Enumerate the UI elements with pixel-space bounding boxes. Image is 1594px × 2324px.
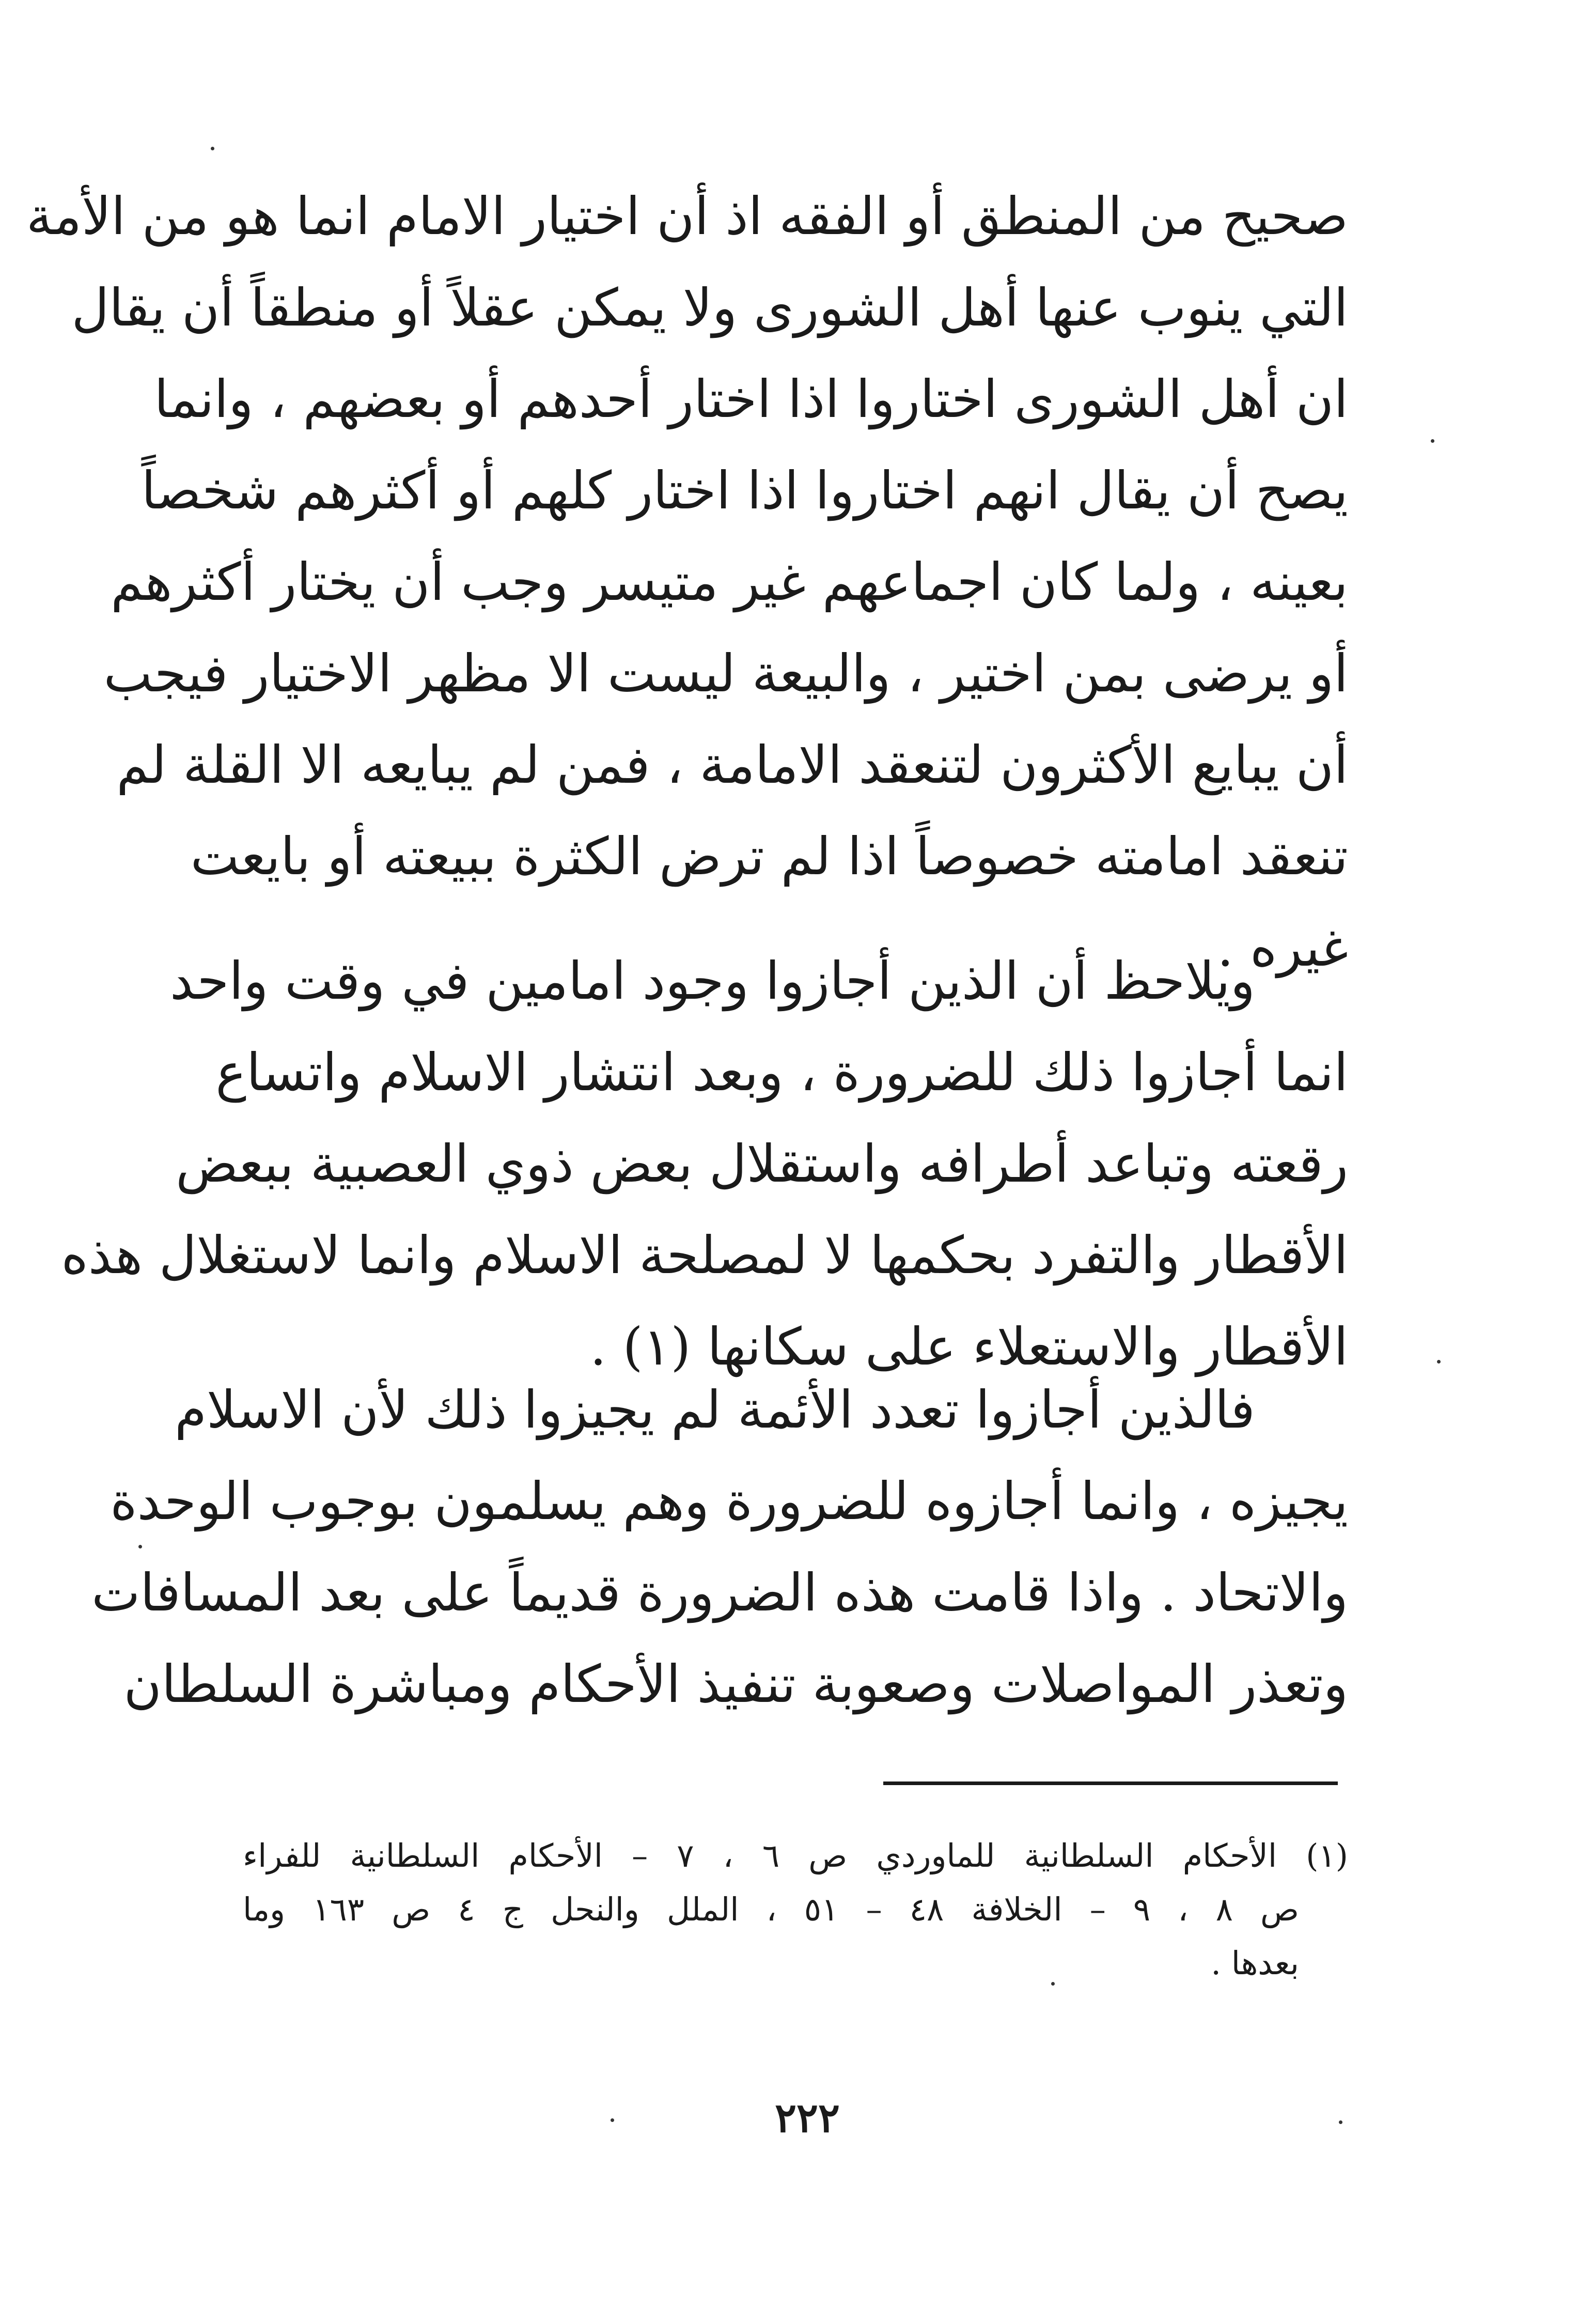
text-line: انما أجازوا ذلك للضرورة ، وبعد انتشار الاسلام واتساع [215,1042,1348,1103]
scan-speck [211,147,214,150]
footnote-divider [883,1781,1338,1785]
text-line: أو يرضى بمن اختير ، والبيعة ليست الا مظهر الاختيار فيجب [103,643,1348,704]
paragraph-3 [91,1364,1348,1730]
text-line: التي ينوب عنها أهل الشورى ولا يمكن عقلاً أو منطقاً أن يقال [71,277,1348,338]
footnote-line: (١) الأحكام السلطانية للماوردي ص ٦ ، ٧ – الأحكام السلطانية للفراء [243,1837,1348,1874]
scan-speck [138,1545,142,1548]
text-line: تنعقد امامته خصوصاً اذا لم ترض الكثرة ببيعته أو بايعت [190,826,1348,887]
text-line: والاتحاد . واذا قامت هذه الضرورة قديماً على بعد المسافات [91,1562,1348,1623]
text-line: فالذين أجازوا تعدد الأئمة لم يجيزوا ذلك لأن الاسلام [175,1380,1255,1440]
text-line: بعينه ، ولما كان اجماعهم غير متيسر وجب أن يختار أكثرهم [111,552,1348,612]
scan-speck [611,2118,614,2122]
text-line: أن يبايع الأكثرون لتنعقد الامامة ، فمن لم يبايعه الا القلة لم [116,735,1348,795]
text-line: الأقطار والتفرد بحكمها لا لمصلحة الاسلام وانما لاستغلال هذه [61,1225,1348,1285]
text-line: ان أهل الشورى اختاروا اذا اختار أحدهم أو بعضهم ، وانما [154,369,1348,429]
scan-speck [1051,1982,1055,1986]
text-line: الأقطار والاستعلاء على سكانها (١) . [590,1316,1348,1377]
text-line: يجيزه ، وانما أجازوه للضرورة وهم يسلمون بوجوب الوحدة [110,1471,1348,1531]
page-number-text: ٢٢٢ [775,2095,840,2142]
paragraph-2 [61,935,1348,1392]
footnote-line: بعدها . [1211,1944,1299,1982]
text-line: صحيح من المنطق أو الفقه اذ أن اختيار الامام انما هو من الأمة [26,186,1348,246]
page-number [0,2093,1594,2144]
text-line: يصح أن يقال انهم اختاروا اذا اختار كلهم أو أكثرهم شخصاً [141,460,1348,521]
text-line: ويلاحظ أن الذين أجازوا وجود امامين في وقت واحد [170,951,1255,1011]
footnote [243,1829,1348,1990]
footnote-line: ص ٨ ، ٩ – الخلافة ٤٨ – ٥١ ، الملل والنحل ج ٤ ص ١٦٣ وما [243,1891,1300,1928]
text-line: غيره . [1217,918,1348,978]
paragraph-1 [26,171,1348,994]
scan-speck [1339,2120,1342,2124]
scan-speck [1437,1360,1441,1364]
text-line: وتعذر المواصلات وصعوبة تنفيذ الأحكام ومباشرة السلطان [123,1654,1348,1714]
text-line: رقعته وتباعد أطرافه واستقلال بعض ذوي العصبية ببعض [176,1134,1348,1194]
scan-speck [1431,439,1434,443]
